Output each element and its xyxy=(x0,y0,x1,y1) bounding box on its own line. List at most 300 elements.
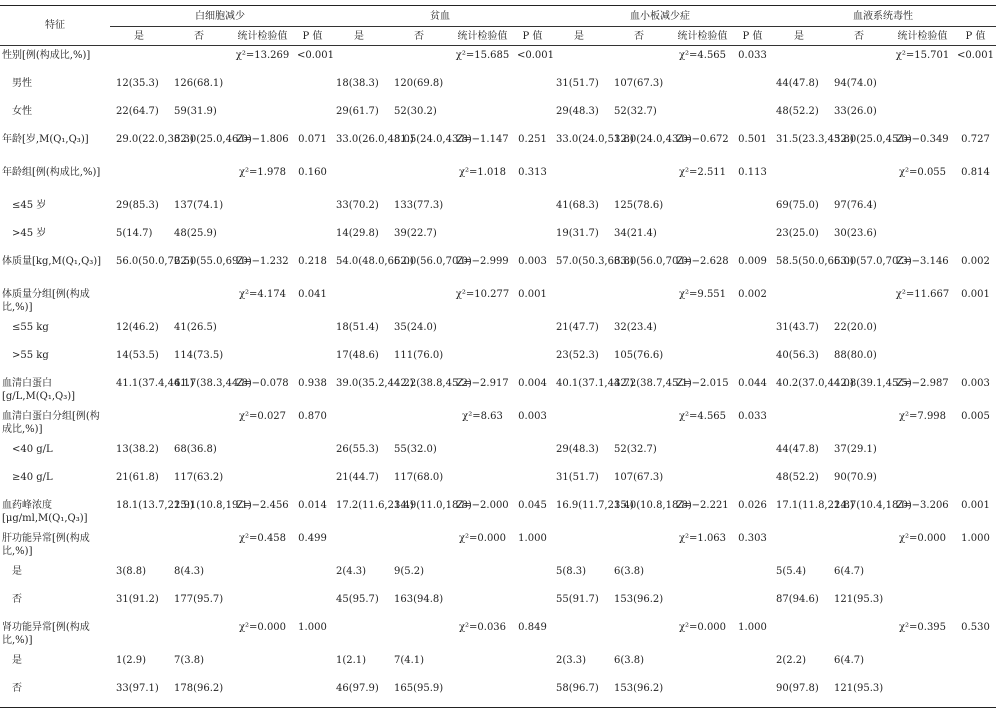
cell-stat-value: Z=−2.628 xyxy=(676,256,729,267)
cell-stat-value xyxy=(450,440,515,468)
table-row xyxy=(0,130,996,163)
cell-p-value xyxy=(515,102,550,130)
cell-no-value: 33(26.0) xyxy=(834,106,877,117)
cell-yes-value xyxy=(110,163,168,196)
subheader-stat-header: 统计检验值 xyxy=(450,27,515,46)
cell-yes-value: 31(51.7) xyxy=(556,78,599,89)
cell-yes-value xyxy=(110,407,168,440)
cell-no-value: 153(96.2) xyxy=(608,679,670,708)
cell-p-value xyxy=(955,102,996,130)
row-sublabel: 否 xyxy=(0,679,110,708)
cell-stat-value xyxy=(670,651,735,679)
cell-no-value: 14.9(11.0,18.8) xyxy=(394,500,472,511)
table-row xyxy=(0,496,996,529)
row-label: 肝功能异常[例(构成比,%)] xyxy=(2,533,90,557)
cell-yes-value xyxy=(770,46,828,75)
cell-yes-value: 2(2.2) xyxy=(776,655,807,666)
cell-yes-value: 33(97.1) xyxy=(110,679,168,708)
cell-p-value: 0.045 xyxy=(518,500,547,511)
cell-no-value: 121(95.3) xyxy=(828,679,890,708)
cell-yes-value xyxy=(330,163,388,196)
cell-p-value xyxy=(735,468,770,496)
table-row xyxy=(0,346,996,374)
cell-stat-value: χ²=8.63 xyxy=(462,411,503,422)
cell-p-value: 0.727 xyxy=(961,134,990,145)
cell-stat-value xyxy=(890,651,955,679)
cell-stat-value xyxy=(450,224,515,252)
cell-p-value xyxy=(295,224,330,252)
cell-p-value xyxy=(735,102,770,130)
cell-yes-value: 29(48.3) xyxy=(556,444,599,455)
cell-stat-value xyxy=(230,74,295,102)
cell-stat-value xyxy=(450,74,515,102)
cell-yes-value: 39.0(35.2,44.2) xyxy=(336,378,414,389)
cell-yes-value xyxy=(550,407,608,440)
row-sublabel: ≤55 kg xyxy=(12,322,49,333)
cell-stat-value xyxy=(450,562,515,590)
cell-no-value xyxy=(608,285,670,318)
cell-stat-value: χ²=15.701 xyxy=(895,50,950,61)
cell-stat-value xyxy=(670,562,735,590)
cell-stat-value xyxy=(230,346,295,374)
cell-stat-value xyxy=(890,196,955,224)
cell-stat-value xyxy=(670,102,735,130)
cell-yes-value: 13(38.2) xyxy=(116,444,159,455)
cell-p-value: 0.530 xyxy=(961,622,990,633)
cell-no-value: 55(32.0) xyxy=(394,444,437,455)
cell-p-value: 0.033 xyxy=(738,411,767,422)
cell-stat-value: χ²=10.277 xyxy=(455,289,510,300)
row-sublabel: 女性 xyxy=(12,106,32,117)
cell-no-value: 178(96.2) xyxy=(168,679,230,708)
cell-yes-value: 44(47.8) xyxy=(776,78,819,89)
cell-stat-value: Z=−2.917 xyxy=(456,378,509,389)
cell-p-value xyxy=(735,590,770,618)
row-sublabel: ≥40 g/L xyxy=(12,472,53,483)
cell-no-value: 42.8(39.1,45.5) xyxy=(834,378,912,389)
cell-no-value: 35(24.0) xyxy=(394,322,437,333)
cell-stat-value xyxy=(450,196,515,224)
subheader-p-header: P 值 xyxy=(955,27,996,46)
cell-stat-value: χ²=0.458 xyxy=(238,533,287,544)
subheader-p-header: P 值 xyxy=(295,27,330,46)
row-label: 年龄[岁,M(Q₁,Q₃)] xyxy=(2,134,89,145)
cell-no-value: 62.0(56.0,70.0) xyxy=(394,256,472,267)
table-row xyxy=(0,679,996,708)
cell-yes-value: 5(5.4) xyxy=(776,566,807,577)
cell-stat-value xyxy=(890,679,955,708)
table-row xyxy=(0,529,996,562)
cell-no-value: 97(76.4) xyxy=(834,200,877,211)
cell-yes-value: 33.0(26.0,48.0) xyxy=(336,134,414,145)
cell-yes-value xyxy=(550,285,608,318)
cell-no-value xyxy=(168,46,230,75)
cell-p-value xyxy=(515,196,550,224)
table-row xyxy=(0,318,996,346)
cell-no-value xyxy=(608,529,670,562)
cell-p-value: 0.303 xyxy=(738,533,767,544)
cell-yes-value xyxy=(330,618,388,651)
cell-yes-value: 17(48.6) xyxy=(336,350,379,361)
cell-yes-value: 5(14.7) xyxy=(116,228,153,239)
table-row xyxy=(0,562,996,590)
cell-yes-value: 1(2.1) xyxy=(336,655,367,666)
cell-p-value: 0.938 xyxy=(298,378,327,389)
cell-stat-value xyxy=(230,102,295,130)
cell-no-value xyxy=(388,407,450,440)
cell-no-value: 6(3.8) xyxy=(614,566,645,577)
cell-no-value: 37(29.1) xyxy=(834,444,877,455)
cell-no-value: 34(21.4) xyxy=(614,228,657,239)
cell-yes-value: 23(52.3) xyxy=(556,350,599,361)
cell-stat-value xyxy=(670,224,735,252)
cell-p-value xyxy=(295,651,330,679)
cell-no-value: 39(22.7) xyxy=(394,228,437,239)
cell-no-value: 15.0(10.8,18.8) xyxy=(614,500,692,511)
cell-yes-value: 90(97.8) xyxy=(770,679,828,708)
subheader-no-header: 否 xyxy=(388,27,450,46)
cell-stat-value xyxy=(230,196,295,224)
cell-p-value: 0.033 xyxy=(738,50,767,61)
cell-p-value xyxy=(515,224,550,252)
cell-yes-value: 40.2(37.0,44.0) xyxy=(776,378,854,389)
subheader-no-header: 否 xyxy=(168,27,230,46)
table-row xyxy=(0,46,996,75)
cell-no-value: 6(3.8) xyxy=(614,655,645,666)
cell-stat-value xyxy=(450,318,515,346)
cell-p-value: 0.001 xyxy=(961,500,990,511)
cell-stat-value: χ²=0.055 xyxy=(898,167,947,178)
cell-stat-value xyxy=(230,440,295,468)
cell-stat-value: χ²=13.269 xyxy=(235,50,290,61)
cell-yes-value: 29(61.7) xyxy=(336,106,379,117)
row-label: 血清白蛋白[g/L,M(Q₁,Q₃)] xyxy=(2,378,76,402)
subheader-yes-header: 是 xyxy=(550,27,608,46)
cell-yes-value: 29.0(22.0,36.3) xyxy=(116,134,194,145)
cell-p-value xyxy=(955,590,996,618)
cell-no-value xyxy=(388,529,450,562)
cell-yes-value: 18.1(13.7,22.9) xyxy=(116,500,194,511)
cell-no-value: 41(26.5) xyxy=(174,322,217,333)
cell-yes-value: 22(64.7) xyxy=(116,106,159,117)
cell-p-value xyxy=(955,224,996,252)
cell-yes-value: 54.0(48.0,65.0) xyxy=(336,256,414,267)
cell-stat-value xyxy=(450,468,515,496)
cell-no-value: 22(20.0) xyxy=(834,322,877,333)
cell-no-value: 32.0(25.0,46.0) xyxy=(174,134,252,145)
cell-p-value: 0.002 xyxy=(961,256,990,267)
row-label: 血药峰浓度[μg/ml,M(Q₁,Q₃)] xyxy=(2,500,88,524)
cell-no-value: 52(32.7) xyxy=(614,444,657,455)
cell-no-value xyxy=(828,407,890,440)
cell-yes-value xyxy=(110,46,168,75)
cell-yes-value: 2(4.3) xyxy=(336,566,367,577)
cell-no-value xyxy=(388,285,450,318)
cell-no-value xyxy=(608,618,670,651)
subheader-p-header: P 值 xyxy=(515,27,550,46)
cell-p-value xyxy=(295,562,330,590)
cell-stat-value xyxy=(230,562,295,590)
cell-yes-value: 12(35.3) xyxy=(116,78,159,89)
cell-no-value: 105(76.6) xyxy=(614,350,664,361)
cell-stat-value xyxy=(450,679,515,708)
cell-p-value: 0.002 xyxy=(738,289,767,300)
cell-no-value: 42.2(38.8,45.2) xyxy=(394,378,472,389)
cell-yes-value: 14(53.5) xyxy=(116,350,159,361)
cell-p-value xyxy=(735,196,770,224)
cell-no-value: 133(77.3) xyxy=(394,200,444,211)
cell-stat-value xyxy=(890,318,955,346)
cell-p-value: 0.044 xyxy=(738,378,767,389)
cell-p-value xyxy=(955,440,996,468)
table-row xyxy=(0,252,996,285)
cell-yes-value: 19(31.7) xyxy=(556,228,599,239)
cell-yes-value: 31(91.2) xyxy=(116,594,159,605)
cell-p-value xyxy=(735,74,770,102)
table-row xyxy=(0,468,996,496)
cell-yes-value xyxy=(330,407,388,440)
row-sublabel: 男性 xyxy=(12,78,32,89)
table-row xyxy=(0,224,996,252)
cell-no-value xyxy=(168,407,230,440)
cell-p-value xyxy=(515,440,550,468)
cell-no-value xyxy=(168,285,230,318)
table-row xyxy=(0,440,996,468)
cell-yes-value: 29(85.3) xyxy=(116,200,159,211)
row-sublabel: ≤45 岁 xyxy=(12,200,47,211)
cell-p-value: 0.071 xyxy=(298,134,327,145)
cell-p-value: 0.004 xyxy=(518,378,547,389)
cell-p-value: 1.000 xyxy=(738,622,767,633)
cell-yes-value: 12(46.2) xyxy=(116,322,159,333)
cell-no-value: 32.0(25.0,45.0) xyxy=(834,134,912,145)
cell-yes-value xyxy=(550,46,608,75)
cell-no-value xyxy=(168,618,230,651)
cell-stat-value: χ²=4.174 xyxy=(238,289,287,300)
cell-p-value: 1.000 xyxy=(961,533,990,544)
row-sublabel: 是 xyxy=(12,655,22,666)
cell-stat-value xyxy=(670,440,735,468)
row-sublabel: >45 岁 xyxy=(12,228,47,239)
data-table xyxy=(0,5,996,708)
cell-yes-value xyxy=(770,163,828,196)
cell-p-value: 0.501 xyxy=(738,134,767,145)
cell-yes-value: 18(38.3) xyxy=(336,78,379,89)
cell-p-value xyxy=(295,440,330,468)
cell-p-value xyxy=(735,440,770,468)
cell-stat-value xyxy=(230,318,295,346)
table-row xyxy=(0,590,996,618)
cell-no-value: 6(4.7) xyxy=(834,566,865,577)
header-group-hematologic-toxicity: 血液系统毒性 xyxy=(770,6,996,27)
cell-no-value: 117(63.2) xyxy=(174,472,224,483)
cell-no-value: 137(74.1) xyxy=(174,200,224,211)
cell-stat-value: χ²=11.667 xyxy=(895,289,950,300)
cell-stat-value: χ²=0.395 xyxy=(898,622,947,633)
cell-yes-value: 5(8.3) xyxy=(556,566,587,577)
cell-yes-value xyxy=(550,618,608,651)
cell-stat-value: Z=−2.221 xyxy=(676,500,729,511)
cell-p-value: 0.041 xyxy=(298,289,327,300)
cell-stat-value xyxy=(670,468,735,496)
cell-no-value: 94(74.0) xyxy=(834,78,877,89)
cell-p-value: 0.014 xyxy=(298,500,327,511)
cell-no-value: 63.0(56.0,70.0) xyxy=(614,256,692,267)
table-body xyxy=(0,46,996,708)
cell-yes-value: 33.0(24.0,51.8) xyxy=(556,134,634,145)
cell-stat-value: χ²=9.551 xyxy=(678,289,727,300)
table-row xyxy=(0,374,996,407)
table-row xyxy=(0,618,996,651)
subheader-yes-header: 是 xyxy=(110,27,168,46)
cell-no-value xyxy=(388,46,450,75)
cell-p-value: 0.814 xyxy=(961,167,990,178)
cell-p-value xyxy=(515,74,550,102)
cell-p-value xyxy=(515,651,550,679)
cell-no-value: 14.7(10.4,18.0) xyxy=(834,500,912,511)
subheader-p-header: P 值 xyxy=(735,27,770,46)
cell-stat-value: Z=−2.000 xyxy=(456,500,509,511)
cell-yes-value: 41.1(37.4,46.1) xyxy=(116,378,194,389)
cell-stat-value: Z=−0.349 xyxy=(896,134,949,145)
cell-p-value: <0.001 xyxy=(957,50,995,61)
cell-stat-value: χ²=2.511 xyxy=(678,167,727,178)
subheader-no-header: 否 xyxy=(608,27,670,46)
cell-p-value: 1.000 xyxy=(518,533,547,544)
cell-p-value xyxy=(295,74,330,102)
cell-p-value xyxy=(955,651,996,679)
cell-yes-value xyxy=(330,529,388,562)
cell-stat-value xyxy=(230,679,295,708)
cell-no-value: 107(67.3) xyxy=(614,472,664,483)
cell-p-value xyxy=(955,196,996,224)
cell-yes-value: 40(56.3) xyxy=(776,350,819,361)
cell-p-value xyxy=(515,346,550,374)
cell-p-value xyxy=(515,590,550,618)
cell-no-value: 41.7(38.3,44.8) xyxy=(174,378,252,389)
cell-no-value: 6(4.7) xyxy=(834,655,865,666)
cell-stat-value: χ²=1.063 xyxy=(678,533,727,544)
cell-no-value: 48(25.9) xyxy=(174,228,217,239)
cell-yes-value: 2(3.3) xyxy=(556,655,587,666)
cell-p-value: 0.003 xyxy=(518,256,547,267)
cell-no-value: 114(73.5) xyxy=(174,350,224,361)
row-sublabel: 否 xyxy=(12,594,22,605)
cell-stat-value xyxy=(670,74,735,102)
cell-stat-value xyxy=(450,102,515,130)
cell-no-value xyxy=(168,529,230,562)
cell-stat-value: χ²=4.565 xyxy=(678,50,727,61)
cell-stat-value: χ²=1.978 xyxy=(238,167,287,178)
cell-no-value xyxy=(388,618,450,651)
cell-p-value: 0.001 xyxy=(961,289,990,300)
cell-p-value: <0.001 xyxy=(517,50,555,61)
table-row xyxy=(0,163,996,196)
cell-stat-value xyxy=(230,224,295,252)
cell-yes-value: 45(95.7) xyxy=(336,594,379,605)
cell-stat-value: χ²=15.685 xyxy=(455,50,510,61)
cell-no-value: 15.1(10.8,19.1) xyxy=(174,500,252,511)
cell-p-value: 0.313 xyxy=(518,167,547,178)
header-group-anemia: 贫血 xyxy=(330,6,550,27)
cell-stat-value: χ²=0.036 xyxy=(458,622,507,633)
cell-no-value: 90(70.9) xyxy=(834,472,877,483)
table-header xyxy=(0,6,996,46)
cell-p-value: 0.009 xyxy=(738,256,767,267)
cell-p-value: 0.001 xyxy=(518,289,547,300)
cell-stat-value xyxy=(890,562,955,590)
cell-yes-value xyxy=(110,529,168,562)
cell-no-value: 31.5(24.0,43.8) xyxy=(394,134,472,145)
subheader-stat-header: 统计检验值 xyxy=(230,27,295,46)
table-row xyxy=(0,407,996,440)
cell-no-value xyxy=(388,163,450,196)
cell-stat-value: Z=−0.672 xyxy=(676,134,729,145)
cell-yes-value: 57.0(50.3,63.8) xyxy=(556,256,634,267)
table-row xyxy=(0,102,996,130)
header-group-thrombocytopenia: 血小板减少症 xyxy=(550,6,770,27)
row-label: 性别[例(构成比,%)] xyxy=(2,50,91,61)
cell-yes-value: 29(48.3) xyxy=(556,106,599,117)
cell-stat-value xyxy=(450,590,515,618)
cell-no-value: 62.0(55.0,69.0) xyxy=(174,256,252,267)
cell-stat-value xyxy=(670,346,735,374)
cell-no-value: 165(95.9) xyxy=(388,679,450,708)
cell-stat-value: χ²=0.027 xyxy=(238,411,287,422)
cell-p-value: 1.000 xyxy=(298,622,327,633)
subheader-stat-header: 统计检验值 xyxy=(890,27,955,46)
cell-yes-value: 23(25.0) xyxy=(776,228,819,239)
cell-no-value: 177(95.7) xyxy=(174,594,224,605)
cell-yes-value xyxy=(330,46,388,75)
cell-yes-value: 14(29.8) xyxy=(336,228,379,239)
cell-stat-value xyxy=(890,102,955,130)
cell-p-value xyxy=(295,318,330,346)
cell-p-value xyxy=(955,318,996,346)
cell-no-value: 63.0(57.0,70.3) xyxy=(834,256,912,267)
cell-stat-value: χ²=0.000 xyxy=(458,533,507,544)
cell-stat-value xyxy=(890,224,955,252)
row-sublabel: >55 kg xyxy=(12,350,49,361)
header-group-leukopenia: 白细胞减少 xyxy=(110,6,330,27)
cell-stat-value: χ²=1.018 xyxy=(458,167,507,178)
cell-yes-value: 17.1(11.8,22.8) xyxy=(776,500,854,511)
cell-stat-value: Z=−2.987 xyxy=(896,378,949,389)
cell-no-value xyxy=(608,163,670,196)
cell-p-value xyxy=(515,318,550,346)
cell-p-value: 0.870 xyxy=(298,411,327,422)
cell-yes-value: 21(61.8) xyxy=(116,472,159,483)
cell-no-value: 59(31.9) xyxy=(174,106,217,117)
cell-no-value: 52(30.2) xyxy=(394,106,437,117)
cell-p-value: 0.499 xyxy=(298,533,327,544)
row-label: 血清白蛋白分组[例(构成比,%)] xyxy=(2,411,100,435)
cell-no-value: 120(69.8) xyxy=(394,78,444,89)
cell-p-value: 0.003 xyxy=(518,411,547,422)
cell-no-value: 163(94.8) xyxy=(394,594,444,605)
cell-p-value xyxy=(295,196,330,224)
cell-stat-value xyxy=(890,346,955,374)
cell-yes-value xyxy=(110,618,168,651)
cell-stat-value xyxy=(890,74,955,102)
cell-no-value xyxy=(828,46,890,75)
cell-yes-value: 26(55.3) xyxy=(336,444,379,455)
cell-yes-value: 48(52.2) xyxy=(776,106,819,117)
cell-yes-value: 21(47.7) xyxy=(556,322,599,333)
header-feature: 特征 xyxy=(0,6,110,46)
cell-no-value: 121(95.3) xyxy=(834,594,884,605)
cell-stat-value xyxy=(890,440,955,468)
